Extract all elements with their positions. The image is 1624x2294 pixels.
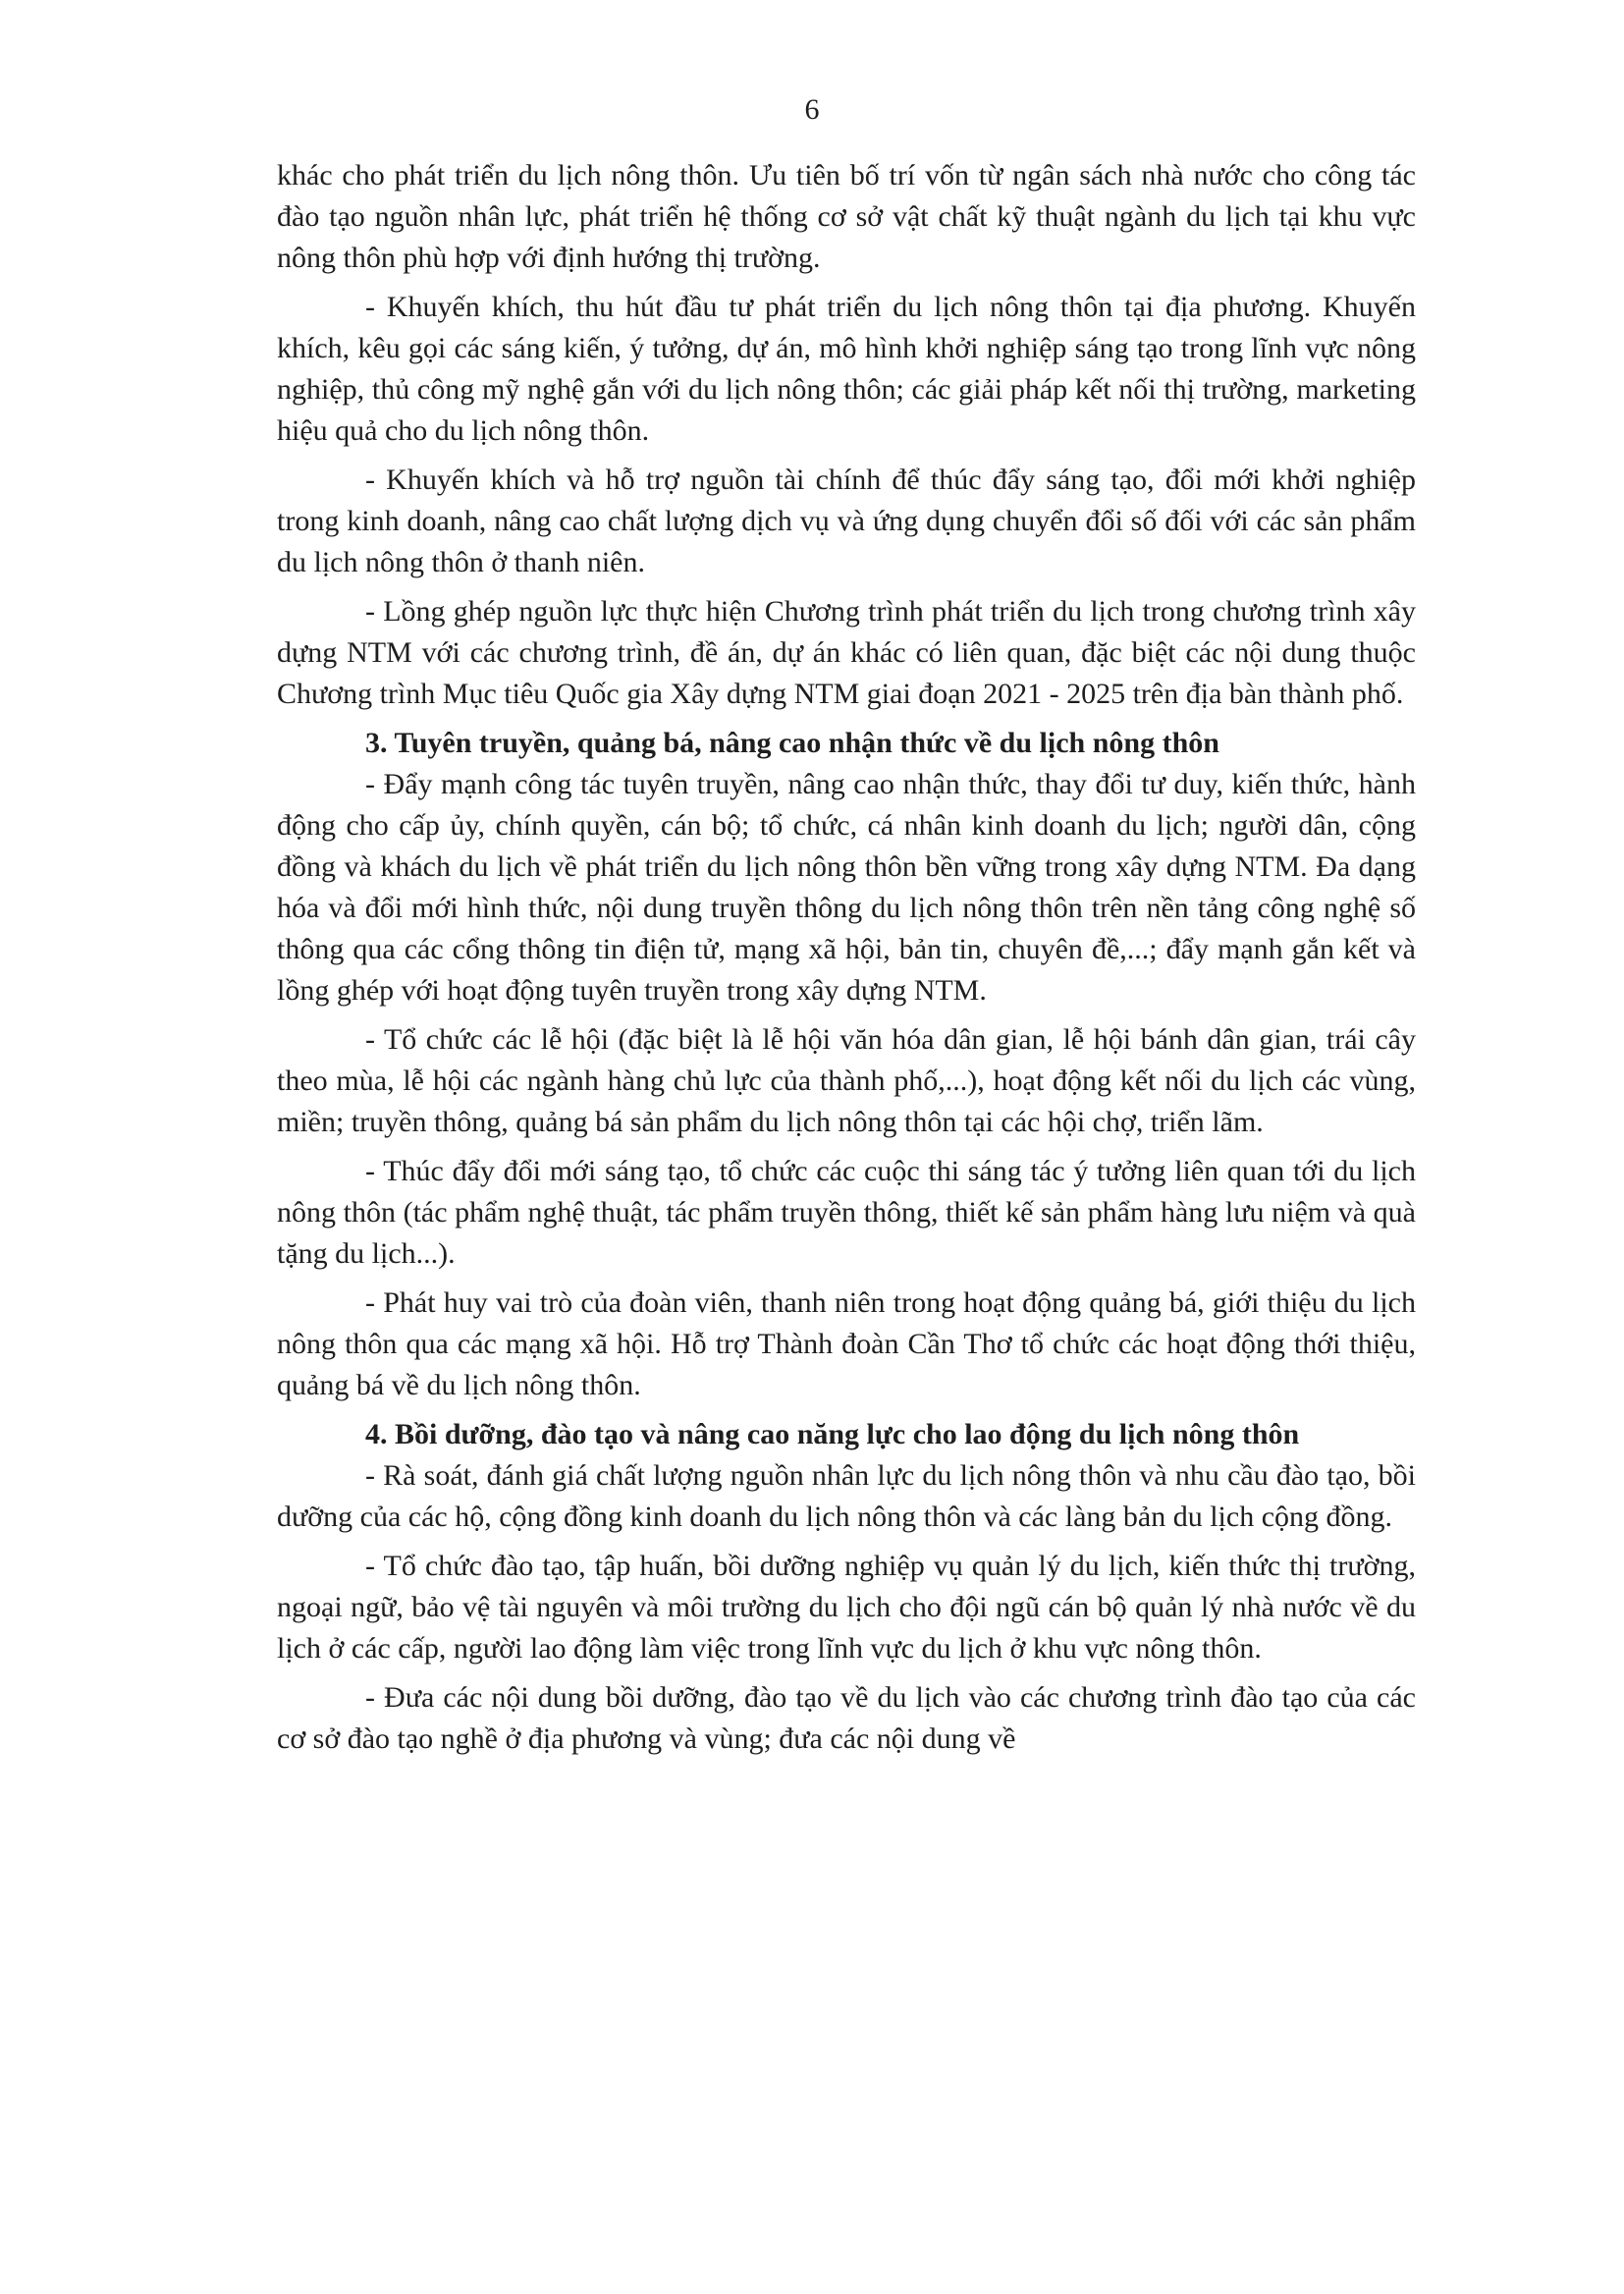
- section-heading: 4. Bồi dưỡng, đào tạo và nâng cao năng lực cho lao động du lịch nông thôn: [365, 1418, 1300, 1450]
- paragraph: - Khuyến khích, thu hút đầu tư phát triển du lịch nông thôn tại địa phương. Khuyến khích, kêu gọi các sáng kiến, ý tưởng, dự án, mô hình khởi nghiệp sáng tạo trong lĩnh vực nông nghiệp, thủ công mỹ nghệ gắn với du lịch nông thôn; các giải pháp kết nối thị trường, marketing hiệu quả cho du lịch nông thôn.: [277, 291, 1416, 447]
- page-number: 6: [804, 93, 820, 126]
- paragraph: - Rà soát, đánh giá chất lượng nguồn nhân lực du lịch nông thôn và nhu cầu đào tạo, bồi dưỡng của các hộ, cộng đồng kinh doanh du lịch nông thôn và các làng bản du lịch cộng đồng.: [277, 1459, 1416, 1533]
- document-body: [277, 155, 1416, 1768]
- paragraph: - Tổ chức các lễ hội (đặc biệt là lễ hội văn hóa dân gian, lễ hội bánh dân gian, trái cây theo mùa, lễ hội các ngành hàng chủ lực của thành phố,...), hoạt động kết nối du lịch các vùng, miền; truyền thông, quảng bá sản phẩm du lịch nông thôn tại các hội chợ, triển lãm.: [277, 1023, 1416, 1138]
- paragraph: - Phát huy vai trò của đoàn viên, thanh niên trong hoạt động quảng bá, giới thiệu du lịch nông thôn qua các mạng xã hội. Hỗ trợ Thành đoàn Cần Thơ tổ chức các hoạt động thới thiệu, quảng bá về du lịch nông thôn.: [277, 1286, 1416, 1401]
- paragraph: - Đưa các nội dung bồi dưỡng, đào tạo về du lịch vào các chương trình đào tạo của các cơ sở đào tạo nghề ở địa phương và vùng; đưa các nội dung về: [277, 1681, 1416, 1755]
- section-heading: 3. Tuyên truyền, quảng bá, nâng cao nhận thức về du lịch nông thôn: [365, 727, 1219, 759]
- paragraph: - Đẩy mạnh công tác tuyên truyền, nâng cao nhận thức, thay đổi tư duy, kiến thức, hành động cho cấp ủy, chính quyền, cán bộ; tổ chức, cá nhân kinh doanh du lịch; người dân, cộng đồng và khách du lịch về phát triển du lịch nông thôn bền vững trong xây dựng NTM. Đa dạng hóa và đổi mới hình thức, nội dung truyền thông du lịch nông thôn trên nền tảng công nghệ số thông qua các cổng thông tin điện tử, mạng xã hội, bản tin, chuyên đề,...; đẩy mạnh gắn kết và lồng ghép với hoạt động tuyên truyền trong xây dựng NTM.: [277, 768, 1416, 1007]
- paragraph: - Tổ chức đào tạo, tập huấn, bồi dưỡng nghiệp vụ quản lý du lịch, kiến thức thị trường, ngoại ngữ, bảo vệ tài nguyên và môi trường du lịch cho đội ngũ cán bộ quản lý nhà nước về du lịch ở các cấp, người lao động làm việc trong lĩnh vực du lịch ở khu vực nông thôn.: [277, 1550, 1416, 1665]
- paragraph: - Thúc đẩy đổi mới sáng tạo, tổ chức các cuộc thi sáng tác ý tưởng liên quan tới du lịch nông thôn (tác phẩm nghệ thuật, tác phẩm truyền thông, thiết kế sản phẩm hàng lưu niệm và quà tặng du lịch...).: [277, 1155, 1416, 1270]
- paragraph: - Khuyến khích và hỗ trợ nguồn tài chính để thúc đẩy sáng tạo, đổi mới khởi nghiệp trong kinh doanh, nâng cao chất lượng dịch vụ và ứng dụng chuyển đổi số đối với các sản phẩm du lịch nông thôn ở thanh niên.: [277, 464, 1416, 578]
- paragraph: khác cho phát triển du lịch nông thôn. Ưu tiên bố trí vốn từ ngân sách nhà nước cho công tác đào tạo nguồn nhân lực, phát triển hệ thống cơ sở vật chất kỹ thuật ngành du lịch tại khu vực nông thôn phù hợp với định hướng thị trường.: [277, 159, 1416, 274]
- paragraph: - Lồng ghép nguồn lực thực hiện Chương trình phát triển du lịch trong chương trình xây dựng NTM với các chương trình, đề án, dự án khác có liên quan, đặc biệt các nội dung thuộc Chương trình Mục tiêu Quốc gia Xây dựng NTM giai đoạn 2021 - 2025 trên địa bàn thành phố.: [277, 595, 1416, 710]
